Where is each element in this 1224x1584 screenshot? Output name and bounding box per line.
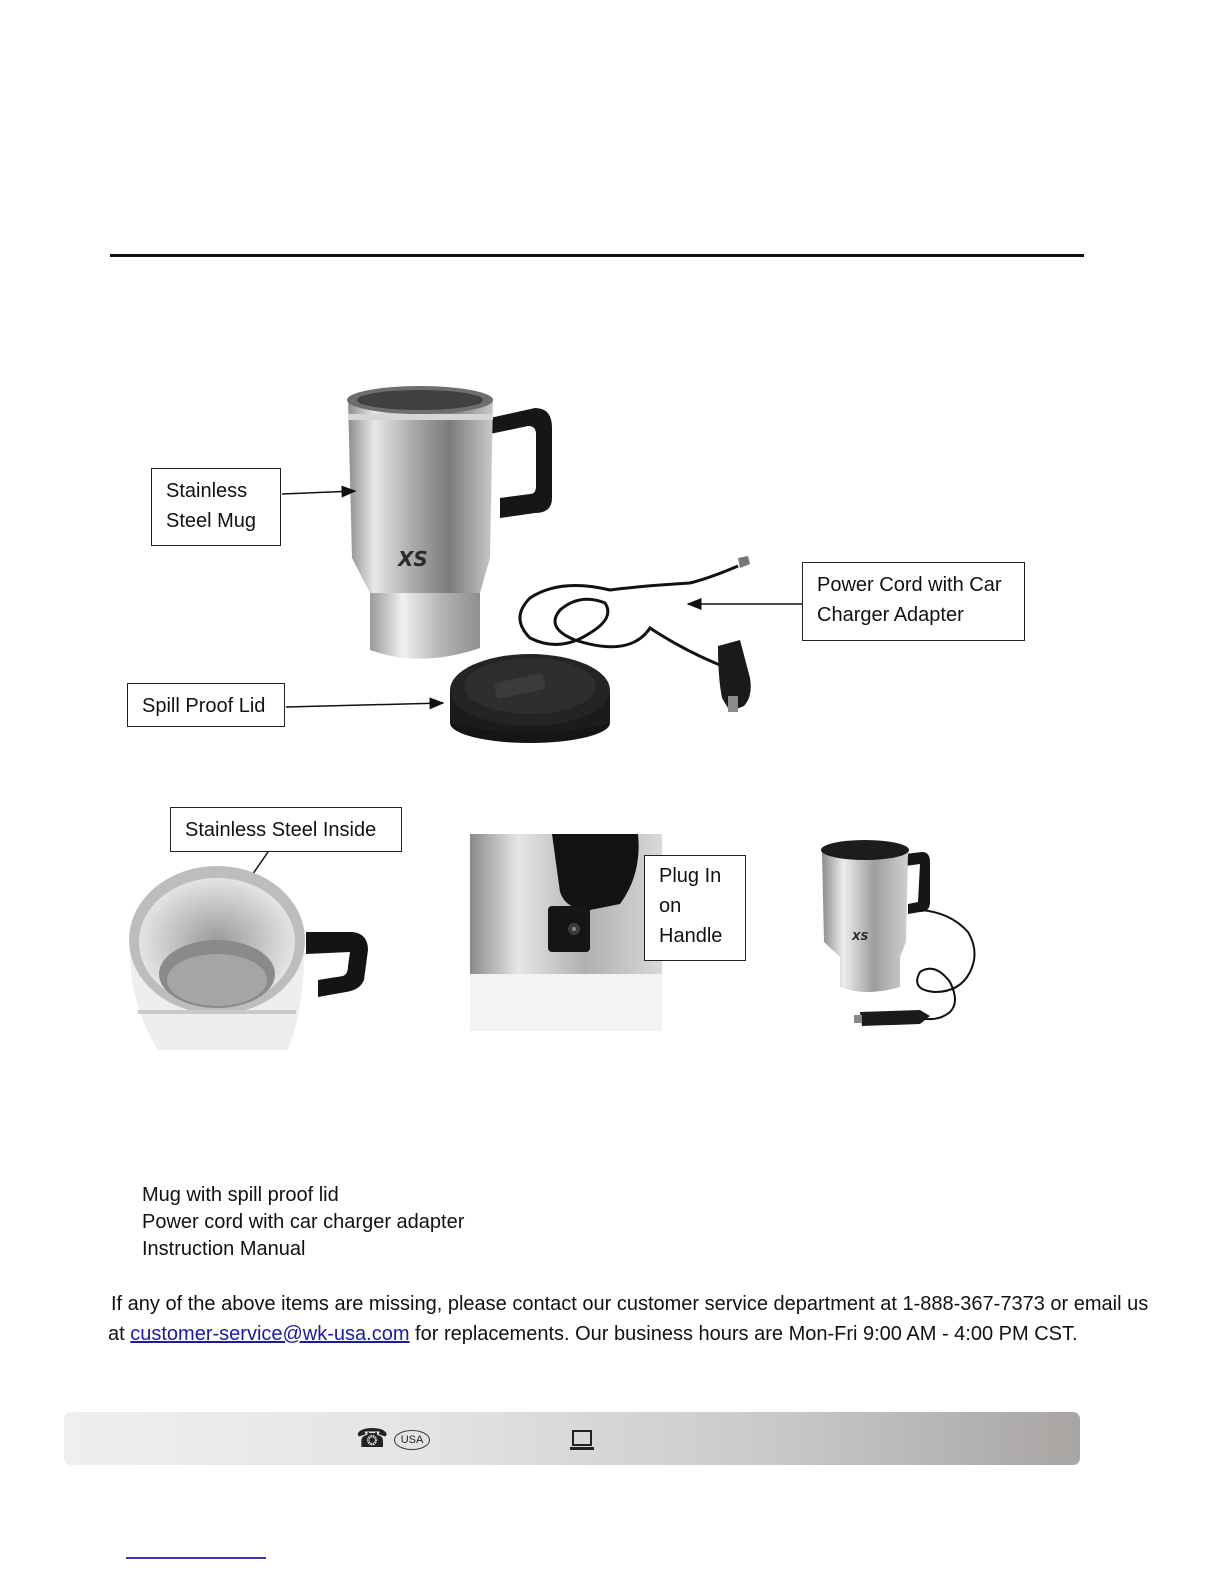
callout-power-cord: [802, 562, 1025, 641]
product-photo-assembled: [810, 832, 985, 1032]
callout-line: Plug In: [659, 865, 722, 887]
callout-line: Charger Adapter: [817, 604, 964, 626]
footer-link-underline[interactable]: [126, 1557, 266, 1559]
package-contents-list: [142, 1182, 464, 1263]
mug-logo-small: XS: [852, 930, 869, 943]
product-photo-inside: [128, 862, 373, 1052]
callout-line: Stainless: [166, 480, 248, 502]
product-photo-handle-plug: [470, 834, 662, 1031]
callout-line: Stainless Steel Inside: [185, 819, 377, 841]
callout-stainless-steel-mug: [151, 468, 281, 546]
callout-plug-in-on-handle: [644, 855, 746, 961]
callout-stainless-steel-inside: [170, 807, 402, 852]
mug-logo: XS: [398, 547, 428, 571]
callout-line: Spill Proof Lid: [142, 695, 266, 717]
missing-items-note: [108, 1289, 1158, 1349]
note-text-before: If any of the above items are missing, please contact our customer service department at 1-888-367-7373 or email us at: [108, 1293, 1149, 1345]
callout-line: Handle: [659, 925, 723, 947]
usa-badge: USA: [394, 1430, 430, 1450]
customer-service-email-link[interactable]: customer-service@wk-usa.com: [130, 1323, 410, 1345]
list-item: Instruction Manual: [142, 1238, 306, 1260]
footer-contact-bar: [64, 1412, 1080, 1465]
callout-line: on: [659, 895, 682, 917]
phone-icon: ☎: [356, 1423, 389, 1453]
list-item: Mug with spill proof lid: [142, 1184, 339, 1206]
laptop-icon: [569, 1430, 595, 1452]
callout-line: Power Cord with Car: [817, 574, 1002, 596]
note-text-after: for replacements. Our business hours are Mon-Fri 9:00 AM - 4:00 PM CST.: [409, 1323, 1078, 1345]
list-item: Power cord with car charger adapter: [142, 1211, 465, 1233]
callout-spill-proof-lid: [127, 683, 285, 727]
callout-line: Steel Mug: [166, 510, 257, 532]
